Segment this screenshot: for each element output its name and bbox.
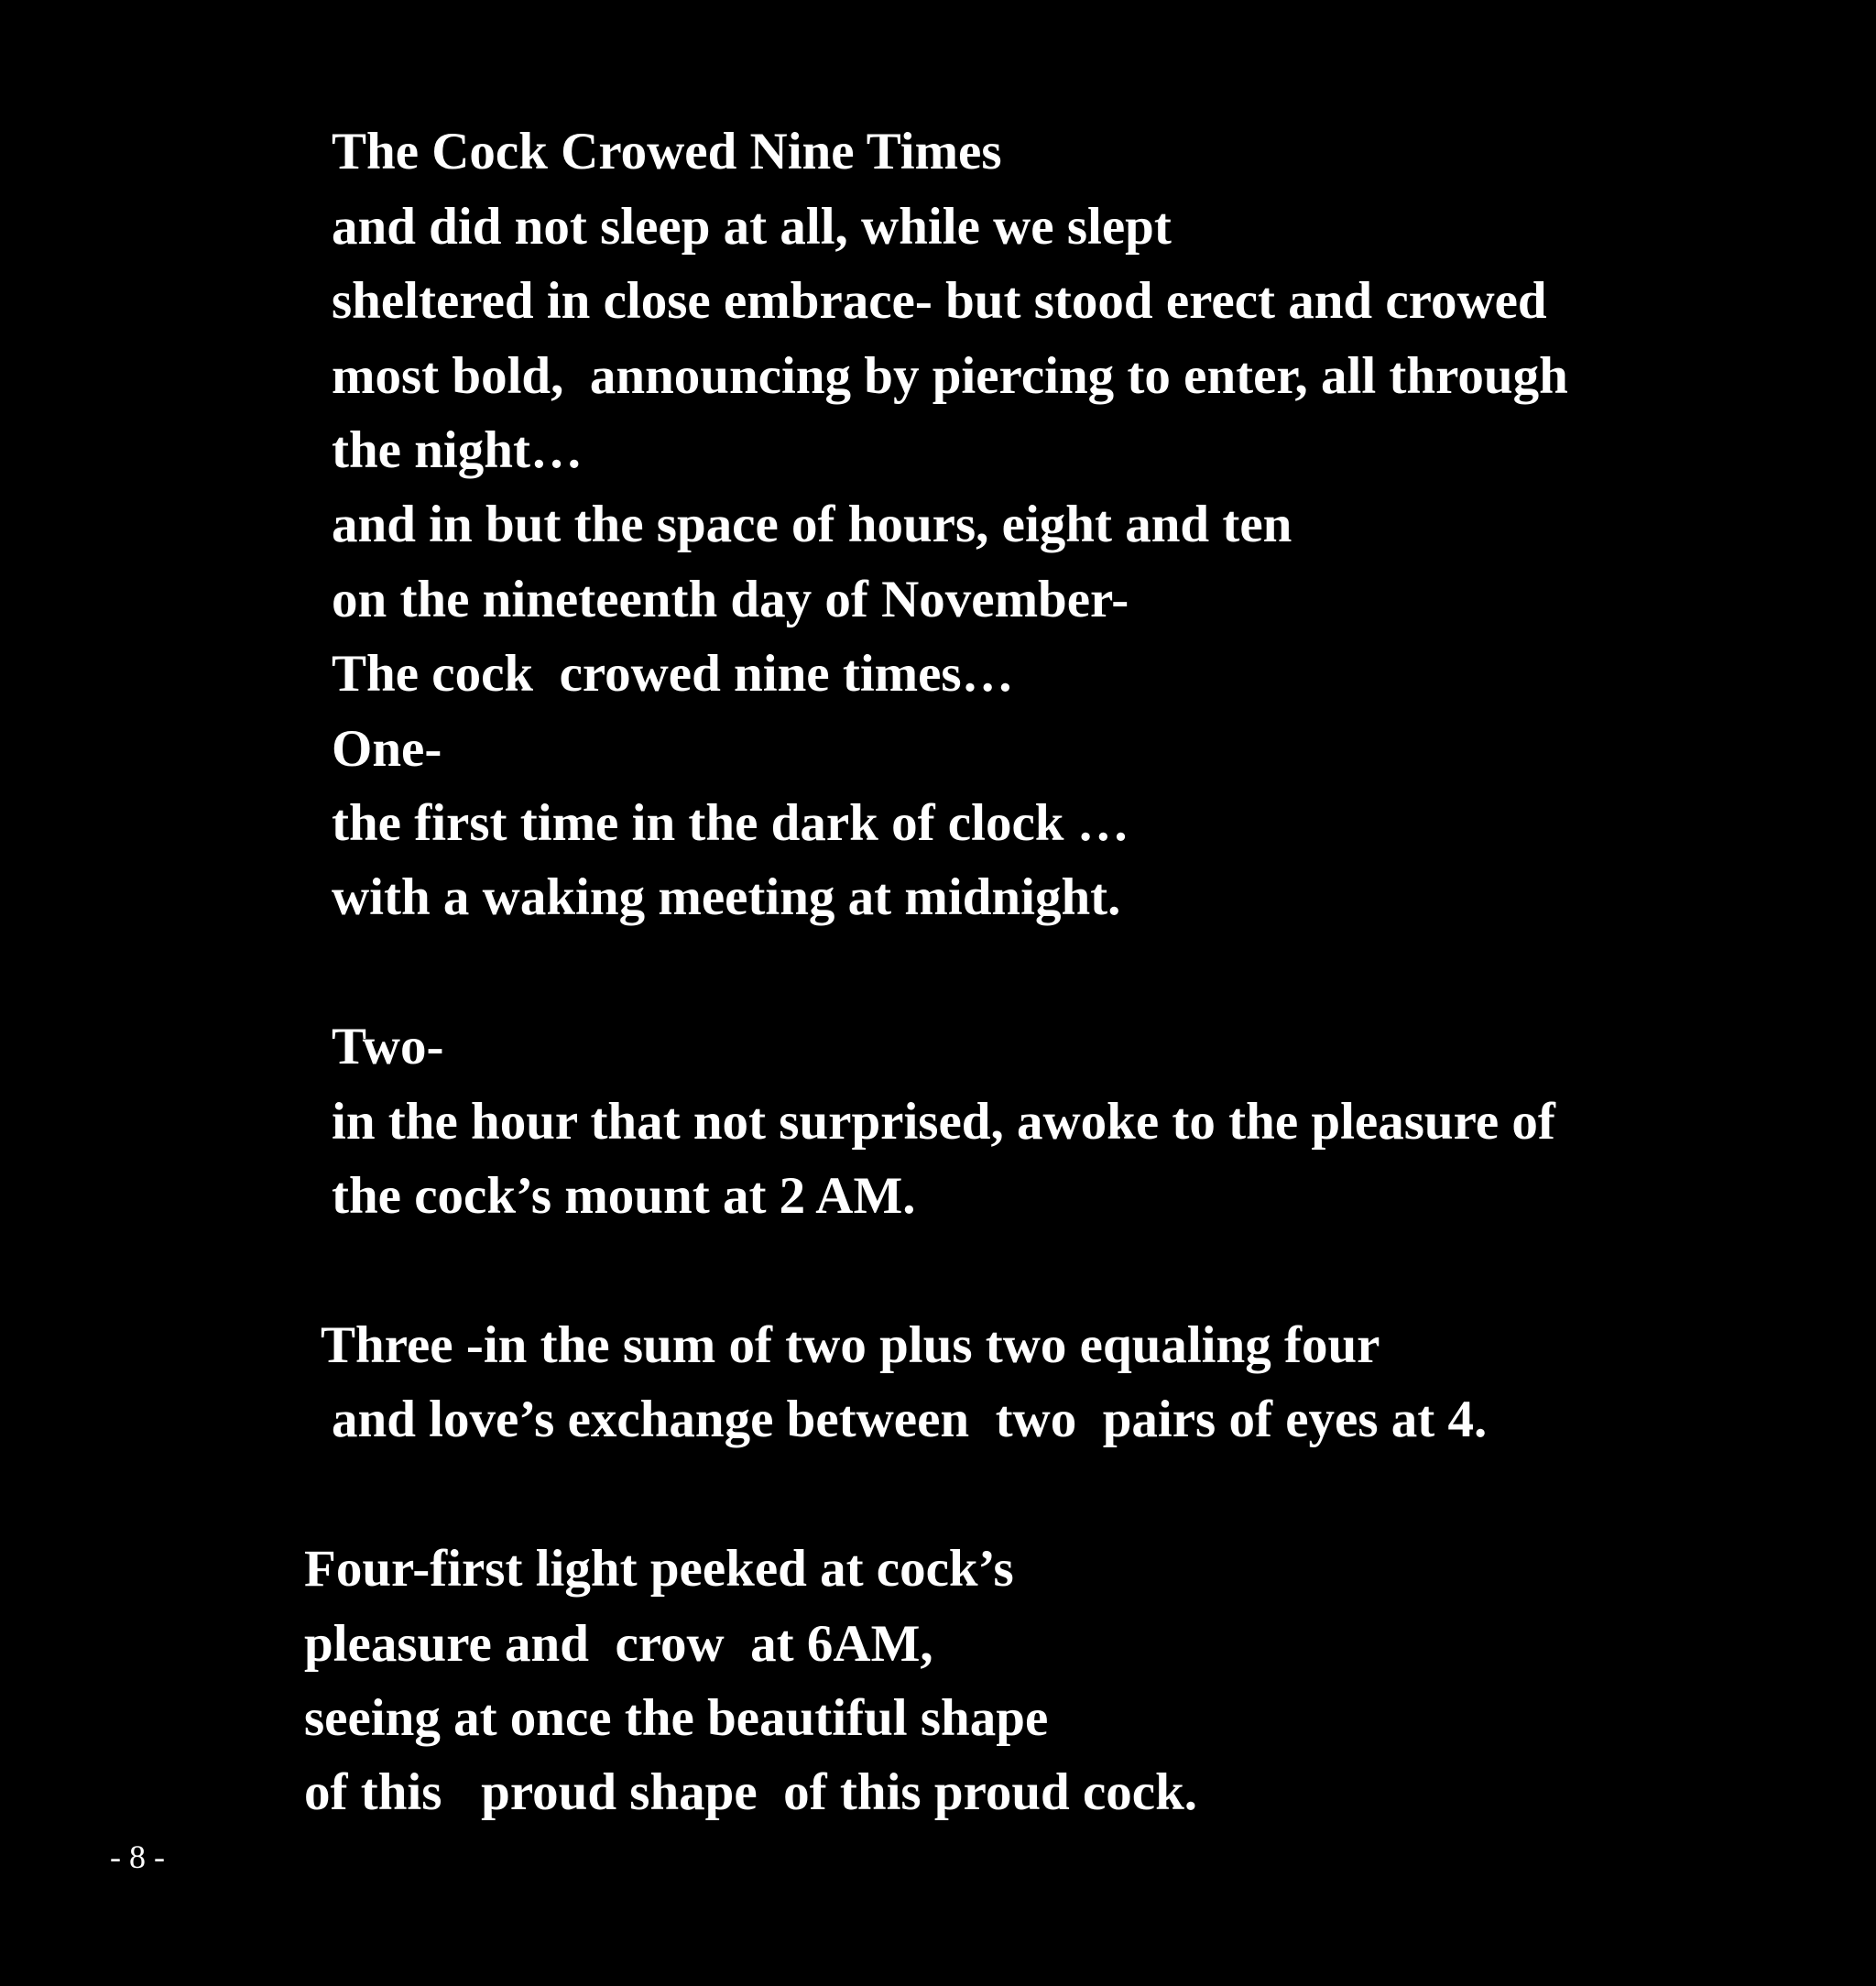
poem-line: The cock crowed nine times… xyxy=(332,645,1014,703)
poem-line: most bold, announcing by piercing to enter, all through xyxy=(332,347,1568,405)
poem-line: Three -in the sum of two plus two equaling four xyxy=(321,1316,1380,1374)
poem-line: Four-first light peeked at cock’s xyxy=(304,1540,1014,1598)
poem-line: One- xyxy=(332,720,442,778)
poem-line: of this proud shape of this proud cock. xyxy=(304,1763,1198,1821)
poem-line: pleasure and crow at 6AM, xyxy=(304,1615,933,1673)
poem-line: Two- xyxy=(332,1018,444,1075)
poem-line: on the nineteenth day of November- xyxy=(332,571,1129,628)
page-number: - 8 - xyxy=(110,1839,165,1875)
poem-title: The Cock Crowed Nine Times xyxy=(332,123,1002,180)
poem-line: the night… xyxy=(332,421,583,479)
poem-line: in the hour that not surprised, awoke to the pleasure of xyxy=(332,1093,1555,1151)
poem-line: and in but the space of hours, eight and ten xyxy=(332,496,1292,553)
poem-line: and did not sleep at all, while we slept xyxy=(332,198,1172,256)
poem-line: seeing at once the beautiful shape xyxy=(304,1689,1049,1747)
poem-line: the first time in the dark of clock … xyxy=(332,794,1129,852)
poem-line: with a waking meeting at midnight. xyxy=(332,868,1121,926)
poem-line: the cock’s mount at 2 AM. xyxy=(332,1167,916,1225)
poem-line: sheltered in close embrace- but stood erect and crowed xyxy=(332,272,1547,330)
poem-line: and love’s exchange between two pairs of eyes at 4. xyxy=(332,1391,1488,1448)
